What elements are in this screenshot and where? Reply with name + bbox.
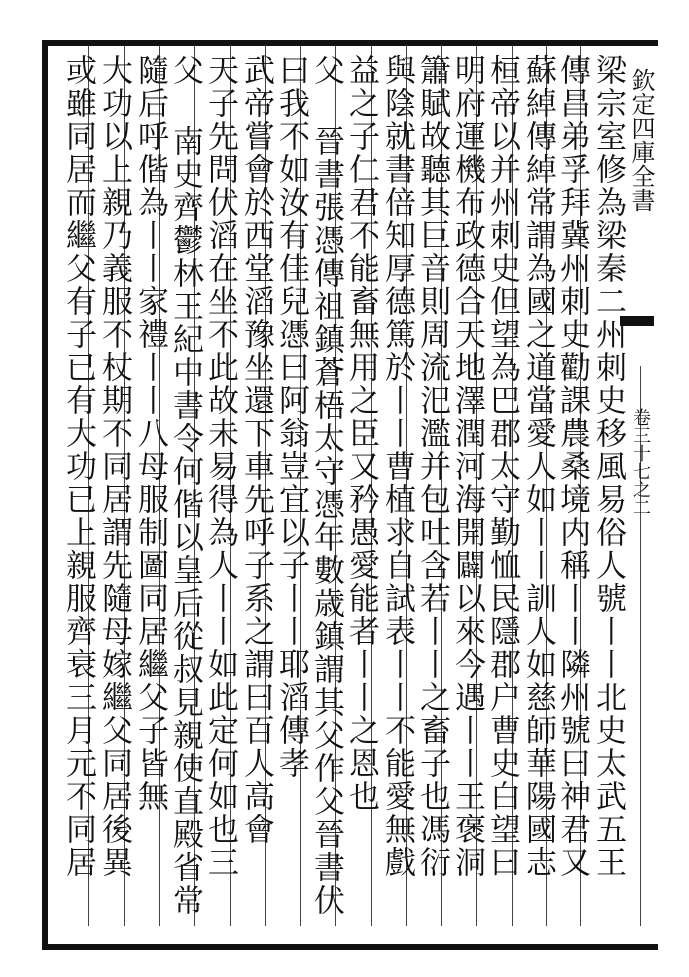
text-column: 桓帝以并州刺史但望為巴郡太守勤恤民隱郡户曹史白望曰 <box>484 54 520 879</box>
text-column: 或雖同居而繼父有子已有大功已上親服齊衰三月元不同居 <box>60 54 96 879</box>
text-column: 與陰就書倍知厚德篤於丨丨曹植求自試表丨丨不能愛無戲 <box>379 54 415 879</box>
text-column: 天子先問伏滔在坐不此故未易得為人丨丨如此定何如也三 <box>202 54 238 879</box>
text-column: 明府運機布政德合天地澤潤河海開闢以來今遇丨丨王褒洞 <box>449 54 485 879</box>
text-column: 大功以上親乃義服不杖期不同居謂先隨母嫁繼父同居後異 <box>96 54 132 879</box>
text-column: 傳昌弟孚拜冀州刺史勸課農桑境内稱丨丨隣州號曰神君又 <box>554 54 590 879</box>
text-column: 益之子仁君不能畜無用之臣又矜愚愛能者丨丨之恩也 <box>343 54 379 813</box>
text-column: 蘇綽傳綽常謂為國之道當愛人如丨丨訓人如慈師華陽國志 <box>520 54 556 879</box>
text-column: 簫賦故聽其巨音則周流汜濫并包吐含若丨丨之畜子也馮衍 <box>414 54 450 879</box>
volume-label: 卷三十七之二 <box>630 408 651 516</box>
text-column: 父 晉書張憑傳祖鎮蒼梧太守憑年數歳鎮謂其父作父晉書伏 <box>308 54 344 917</box>
text-column: 武帝嘗會於西堂滔豫坐還下車先呼子系之謂曰百人高會 <box>238 54 274 846</box>
text-column: 曰我不如汝有佳兒憑曰阿翁豈宜以子丨丨耶滔傳孝 <box>273 54 309 780</box>
text-column: 梁宗室修為梁秦二州刺史移風易俗人號丨丨北史太武五王 <box>590 54 626 879</box>
text-column: 隨后呼偕為丨丨家禮丨丨八母服制圖同居繼父子皆無 <box>132 54 168 813</box>
book-title: 欽定四庫全書 <box>627 68 655 212</box>
text-column: 父 南史齊鬱林王紀中書令何偕以皇后從叔見親使直殿省常 <box>167 54 203 917</box>
